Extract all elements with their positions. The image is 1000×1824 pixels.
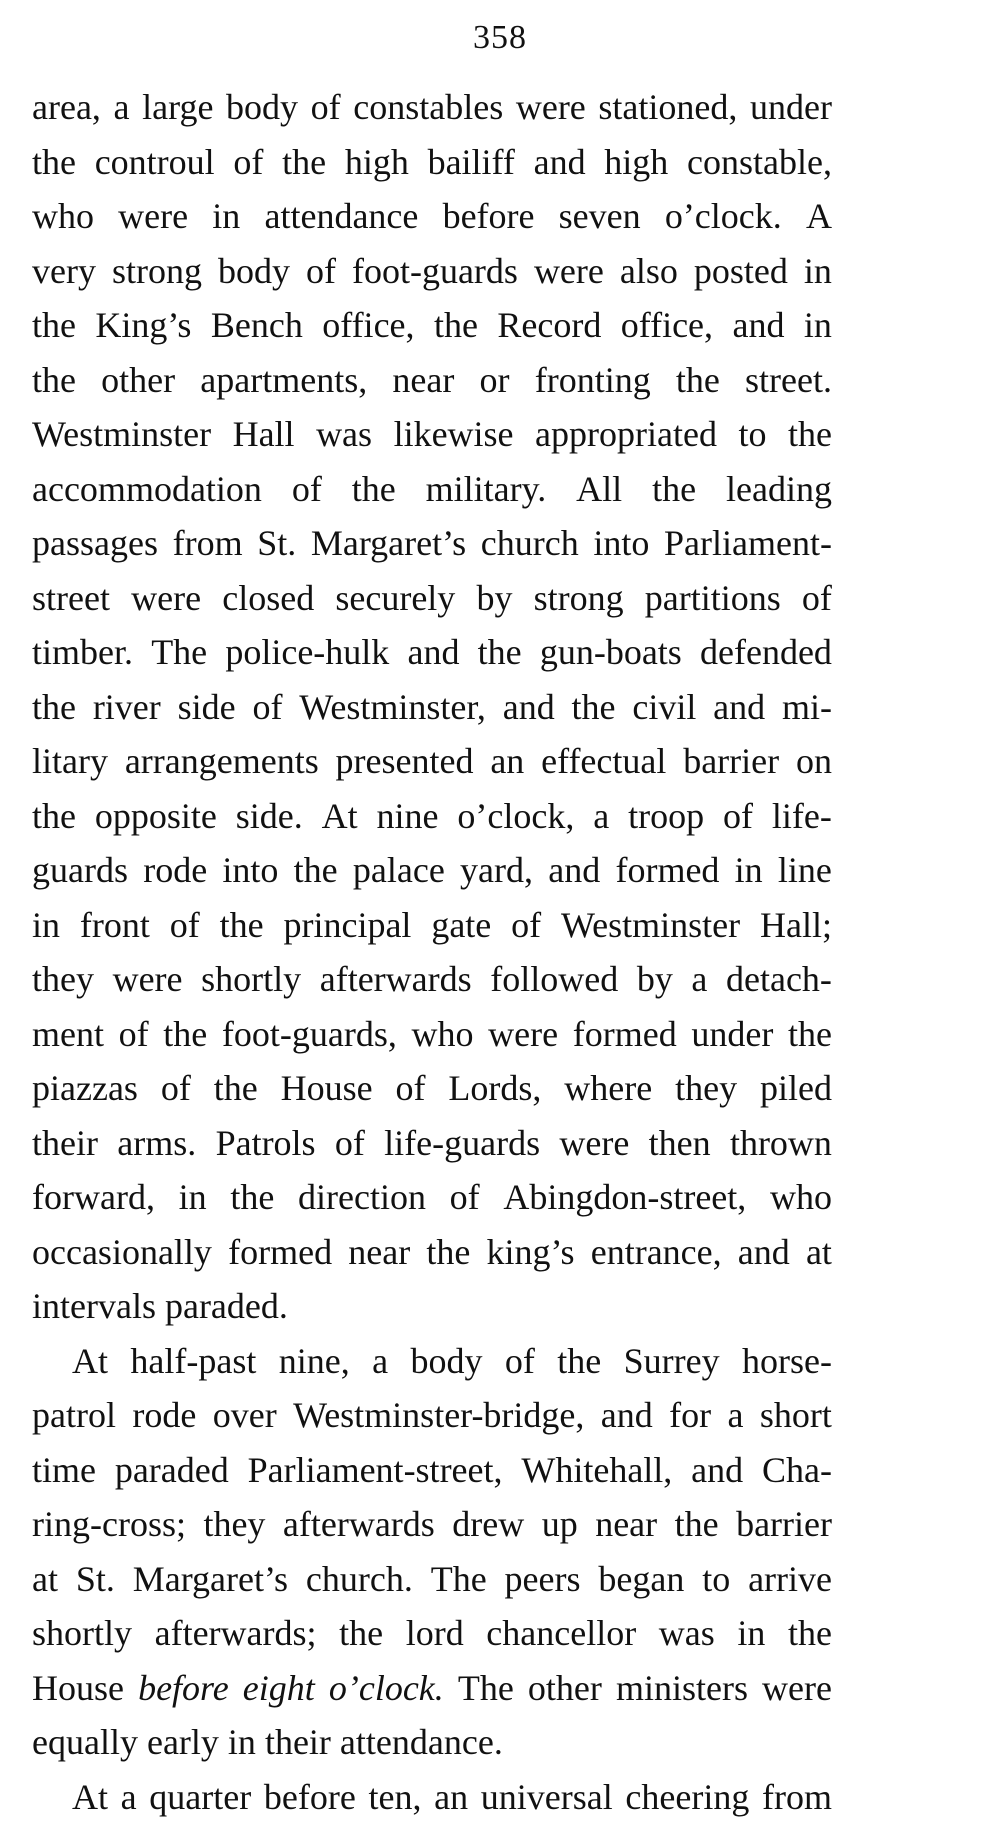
- text-word: and: [534, 135, 586, 190]
- text-word: the: [32, 135, 76, 190]
- text-line: [32, 1715, 1000, 1770]
- text-word: office,: [322, 298, 414, 353]
- text-word: horse-: [742, 1334, 832, 1389]
- text-word: partitions: [645, 571, 781, 626]
- text-word: in: [212, 189, 240, 244]
- text-word: Margaret’s: [311, 516, 466, 571]
- text-word: barrier: [683, 734, 779, 789]
- text-word: high: [604, 135, 668, 190]
- text-word: Surrey: [624, 1334, 720, 1389]
- text-word: of: [306, 244, 336, 299]
- text-line: [32, 1552, 832, 1607]
- text-word: began: [598, 1552, 684, 1607]
- text-line: [32, 1170, 832, 1225]
- text-word: a: [691, 952, 707, 1007]
- text-word: mi-: [782, 680, 832, 735]
- text-word: the: [214, 1061, 258, 1116]
- text-word: patrol: [32, 1388, 116, 1443]
- text-word: the: [788, 1606, 832, 1661]
- text-word: attendance: [264, 189, 418, 244]
- text-word: a: [593, 789, 609, 844]
- text-word: opposite: [95, 789, 217, 844]
- text-word: in: [179, 1170, 207, 1225]
- text-word: and: [738, 1225, 790, 1280]
- text-word: the: [32, 789, 76, 844]
- text-word: of: [233, 135, 263, 190]
- text-word: ministers: [616, 1661, 748, 1716]
- text-word: the: [478, 625, 522, 680]
- text-word: bailiff: [428, 135, 515, 190]
- text-word: and: [691, 1443, 743, 1498]
- text-word: the: [434, 298, 478, 353]
- text-word: detach-: [726, 952, 832, 1007]
- text-word: were: [762, 1661, 832, 1716]
- text-word: church.: [306, 1552, 413, 1607]
- text-word: afterwards;: [155, 1606, 317, 1661]
- text-word: their: [32, 1116, 98, 1171]
- text-word: paraded.: [165, 1279, 288, 1334]
- text-word: formed: [615, 843, 719, 898]
- text-word: police-hulk: [225, 625, 389, 680]
- text-word: were: [559, 1116, 629, 1171]
- text-line: [32, 1279, 1000, 1334]
- text-word: of: [450, 1170, 480, 1225]
- text-word: the: [652, 462, 696, 517]
- text-word: drew: [452, 1497, 524, 1552]
- text-word: the: [557, 1334, 601, 1389]
- text-word: forward,: [32, 1170, 155, 1225]
- text-word: before: [264, 1770, 356, 1824]
- text-word: by: [476, 571, 512, 626]
- text-word: piazzas: [32, 1061, 138, 1116]
- text-word: afterwards: [283, 1497, 435, 1552]
- text-word: were: [534, 244, 604, 299]
- text-line: [32, 353, 832, 408]
- text-word: House: [281, 1061, 373, 1116]
- text-word: and: [407, 625, 459, 680]
- text-word: a: [372, 1334, 388, 1389]
- text-word: arrangements: [125, 734, 319, 789]
- text-word: shortly: [201, 952, 301, 1007]
- text-word: St.: [76, 1552, 115, 1607]
- text-word: the: [32, 353, 76, 408]
- text-word: in: [228, 1715, 256, 1770]
- text-word: Westminster,: [299, 680, 486, 735]
- text-word: arrive: [748, 1552, 832, 1607]
- text-word: before: [138, 1661, 229, 1716]
- text-word: at: [32, 1552, 58, 1607]
- text-word: palace: [353, 843, 445, 898]
- text-word: of: [395, 1061, 425, 1116]
- text-line: [32, 1497, 832, 1552]
- text-line: [32, 625, 832, 680]
- text-word: in: [735, 843, 763, 898]
- text-word: body: [410, 1334, 482, 1389]
- text-word: effectual: [541, 734, 666, 789]
- text-word: then: [649, 1116, 711, 1171]
- text-word: an: [490, 734, 524, 789]
- text-word: body: [218, 244, 290, 299]
- text-word: street: [32, 571, 110, 626]
- text-word: of: [252, 680, 282, 735]
- text-word: the: [788, 1007, 832, 1062]
- text-word: occasionally: [32, 1225, 212, 1280]
- text-word: of: [335, 1116, 365, 1171]
- text-word: likewise: [394, 407, 514, 462]
- text-word: of: [505, 1334, 535, 1389]
- text-word: presented: [336, 734, 474, 789]
- text-word: St.: [257, 516, 296, 571]
- text-word: the: [572, 680, 616, 735]
- text-word: military.: [426, 462, 547, 517]
- text-word: rode: [143, 843, 207, 898]
- text-word: near: [595, 1497, 657, 1552]
- text-word: fronting: [535, 353, 651, 408]
- text-word: in: [804, 244, 832, 299]
- text-word: gun-boats: [540, 625, 682, 680]
- text-word: were: [118, 189, 188, 244]
- text-line: [32, 407, 832, 462]
- text-line: [32, 789, 832, 844]
- text-word: from: [173, 516, 243, 571]
- text-word: yard,: [460, 843, 533, 898]
- text-word: of: [311, 80, 341, 135]
- text-word: a: [728, 1388, 744, 1443]
- text-word: high: [345, 135, 409, 190]
- text-word: ring-cross;: [32, 1497, 186, 1552]
- text-word: apartments,: [200, 353, 367, 408]
- text-word: under: [750, 80, 832, 135]
- text-word: and: [601, 1388, 653, 1443]
- text-word: where: [564, 1061, 652, 1116]
- text-word: Bench: [211, 298, 303, 353]
- text-word: formed: [573, 1007, 677, 1062]
- text-word: was: [316, 407, 372, 462]
- text-word: posted: [694, 244, 788, 299]
- text-word: short: [760, 1388, 832, 1443]
- text-word: stationed,: [598, 80, 737, 135]
- text-word: universal: [481, 1770, 613, 1824]
- text-word: side.: [236, 789, 303, 844]
- text-word: principal: [283, 898, 411, 953]
- text-word: body: [226, 80, 298, 135]
- text-word: direction: [298, 1170, 426, 1225]
- text-word: The: [431, 1552, 487, 1607]
- text-word: to: [738, 407, 766, 462]
- text-word: were: [488, 1007, 558, 1062]
- text-word: line: [778, 843, 832, 898]
- text-word: also: [620, 244, 678, 299]
- text-word: the: [282, 135, 326, 190]
- text-word: by: [637, 952, 673, 1007]
- text-word: peers: [505, 1552, 581, 1607]
- text-line: [32, 462, 832, 517]
- text-word: Parliament-street,: [248, 1443, 503, 1498]
- text-word: of: [511, 898, 541, 953]
- text-word: constable,: [687, 135, 832, 190]
- text-word: other: [101, 353, 175, 408]
- text-word: in: [32, 898, 60, 953]
- text-word: shortly: [32, 1606, 132, 1661]
- text-word: appropriated: [535, 407, 717, 462]
- text-word: area,: [32, 80, 101, 135]
- text-word: passages: [32, 516, 158, 571]
- text-word: Margaret’s: [133, 1552, 288, 1607]
- text-word: attendance.: [340, 1715, 503, 1770]
- text-word: guards: [32, 843, 128, 898]
- text-word: o’clock,: [457, 789, 574, 844]
- text-word: Record: [497, 298, 601, 353]
- text-word: up: [542, 1497, 578, 1552]
- text-line: [32, 189, 832, 244]
- text-word: the: [788, 407, 832, 462]
- text-word: nine: [377, 789, 439, 844]
- text-word: was: [659, 1606, 715, 1661]
- text-word: or: [480, 353, 510, 408]
- text-line: [32, 135, 832, 190]
- text-word: of: [292, 462, 322, 517]
- text-word: Patrols: [216, 1116, 316, 1171]
- text-word: intervals: [32, 1279, 156, 1334]
- text-word: nine,: [279, 1334, 350, 1389]
- text-line: [32, 952, 832, 1007]
- text-word: were: [131, 571, 201, 626]
- text-word: o’clock.: [329, 1661, 444, 1716]
- text-word: A: [806, 189, 832, 244]
- text-word: eight: [243, 1661, 315, 1716]
- text-word: and: [713, 680, 765, 735]
- text-line: [32, 244, 832, 299]
- text-word: an: [434, 1770, 468, 1824]
- text-word: lord: [406, 1606, 464, 1661]
- text-word: equally: [32, 1715, 138, 1770]
- text-word: their: [265, 1715, 331, 1770]
- text-word: under: [691, 1007, 773, 1062]
- text-word: piled: [760, 1061, 832, 1116]
- text-word: cheering: [625, 1770, 749, 1824]
- text-line: [32, 516, 832, 571]
- text-word: Westminster: [32, 407, 211, 462]
- text-word: church: [481, 516, 579, 571]
- text-word: on: [796, 734, 832, 789]
- text-word: timber.: [32, 625, 133, 680]
- text-word: Parliament-: [664, 516, 832, 571]
- text-word: securely: [335, 571, 455, 626]
- text-word: strong: [534, 571, 624, 626]
- text-line: [32, 1606, 832, 1661]
- text-word: constables: [353, 80, 503, 135]
- text-word: of: [723, 789, 753, 844]
- text-word: o’clock.: [665, 189, 782, 244]
- text-word: rode: [132, 1388, 196, 1443]
- text-word: entrance,: [591, 1225, 722, 1280]
- text-word: before: [443, 189, 535, 244]
- text-line: [32, 1116, 832, 1171]
- text-word: from: [762, 1770, 832, 1824]
- text-word: chancellor: [486, 1606, 636, 1661]
- text-word: thrown: [730, 1116, 832, 1171]
- text-word: controul: [95, 135, 215, 190]
- text-word: in: [804, 298, 832, 353]
- text-line: [32, 843, 832, 898]
- text-word: the: [32, 680, 76, 735]
- text-word: strong: [112, 244, 202, 299]
- text-word: street.: [745, 353, 832, 408]
- text-word: barrier: [736, 1497, 832, 1552]
- page-number: 358: [0, 18, 1000, 58]
- text-word: they: [203, 1497, 265, 1552]
- text-word: Lords,: [448, 1061, 541, 1116]
- text-line: [32, 1388, 832, 1443]
- text-word: litary: [32, 734, 108, 789]
- text-word: the: [339, 1606, 383, 1661]
- text-word: defended: [700, 625, 832, 680]
- text-word: the: [220, 898, 264, 953]
- text-word: who: [32, 189, 94, 244]
- text-line: [72, 1770, 832, 1824]
- text-word: other: [528, 1661, 602, 1716]
- text-word: of: [802, 571, 832, 626]
- text-word: and: [732, 298, 784, 353]
- text-word: were: [516, 80, 586, 135]
- text-word: seven: [559, 189, 641, 244]
- text-line: [32, 1661, 832, 1716]
- text-line: [32, 80, 832, 135]
- text-word: All: [576, 462, 622, 517]
- text-line: [32, 1061, 832, 1116]
- text-word: a: [114, 80, 130, 135]
- text-word: gate: [431, 898, 491, 953]
- text-line: [32, 1225, 832, 1280]
- text-word: and: [548, 843, 600, 898]
- text-word: of: [119, 1007, 149, 1062]
- text-word: formed: [228, 1225, 332, 1280]
- text-word: the: [32, 298, 76, 353]
- text-word: Whitehall,: [521, 1443, 672, 1498]
- text-word: Cha-: [762, 1443, 832, 1498]
- text-word: foot-guards: [352, 244, 518, 299]
- text-line: [32, 571, 832, 626]
- text-word: and: [503, 680, 555, 735]
- text-word: followed: [490, 952, 618, 1007]
- text-line: [32, 1007, 832, 1062]
- text-word: they: [32, 952, 94, 1007]
- text-word: afterwards: [320, 952, 472, 1007]
- text-word: troop: [628, 789, 704, 844]
- text-word: foot-guards,: [222, 1007, 397, 1062]
- text-word: king’s: [487, 1225, 575, 1280]
- text-word: front: [80, 898, 150, 953]
- text-line: [32, 1443, 832, 1498]
- text-word: time: [32, 1443, 96, 1498]
- text-word: paraded: [115, 1443, 229, 1498]
- text-word: The: [151, 625, 207, 680]
- text-line: [32, 898, 832, 953]
- text-word: ment: [32, 1007, 104, 1062]
- text-word: into: [222, 843, 278, 898]
- text-word: large: [142, 80, 213, 135]
- text-word: Hall: [233, 407, 295, 462]
- text-word: House: [32, 1661, 124, 1716]
- text-word: near: [392, 353, 454, 408]
- text-word: who: [412, 1007, 474, 1062]
- text-word: near: [348, 1225, 410, 1280]
- text-word: at: [806, 1225, 832, 1280]
- text-word: the: [426, 1225, 470, 1280]
- text-word: for: [669, 1388, 711, 1443]
- text-word: office,: [621, 298, 713, 353]
- text-word: Abingdon-street,: [503, 1170, 746, 1225]
- text-word: side: [178, 680, 236, 735]
- text-word: over: [213, 1388, 277, 1443]
- text-word: the: [675, 1497, 719, 1552]
- text-word: life-: [772, 789, 832, 844]
- text-word: At: [72, 1770, 108, 1824]
- text-word: the: [676, 353, 720, 408]
- text-word: accommodation: [32, 462, 262, 517]
- text-word: Westminster: [561, 898, 740, 953]
- text-word: closed: [222, 571, 314, 626]
- text-word: river: [93, 680, 161, 735]
- text-word: the: [163, 1007, 207, 1062]
- text-word: life-guards: [384, 1116, 540, 1171]
- text-word: a: [121, 1770, 137, 1824]
- text-word: half-past: [130, 1334, 256, 1389]
- text-word: ten,: [368, 1770, 421, 1824]
- text-word: the: [352, 462, 396, 517]
- text-word: the: [230, 1170, 274, 1225]
- text-word: who: [770, 1170, 832, 1225]
- text-word: to: [702, 1552, 730, 1607]
- text-word: King’s: [95, 298, 191, 353]
- text-word: were: [113, 952, 183, 1007]
- text-word: of: [170, 898, 200, 953]
- text-word: quarter: [149, 1770, 251, 1824]
- text-word: Hall;: [760, 898, 832, 953]
- text-word: At: [72, 1334, 108, 1389]
- text-word: At: [322, 789, 358, 844]
- text-word: early: [147, 1715, 219, 1770]
- text-word: the: [294, 843, 338, 898]
- text-word: into: [593, 516, 649, 571]
- text-word: they: [675, 1061, 737, 1116]
- text-word: civil: [632, 680, 696, 735]
- text-line: [32, 298, 832, 353]
- text-word: arms.: [117, 1116, 196, 1171]
- text-line: [72, 1334, 832, 1389]
- text-word: of: [161, 1061, 191, 1116]
- body-text: [32, 80, 1000, 1824]
- text-word: The: [458, 1661, 514, 1716]
- text-word: in: [737, 1606, 765, 1661]
- text-word: Westminster-bridge,: [293, 1388, 584, 1443]
- text-line: [32, 734, 832, 789]
- text-word: leading: [726, 462, 832, 517]
- text-line: [32, 680, 832, 735]
- text-word: very: [32, 244, 96, 299]
